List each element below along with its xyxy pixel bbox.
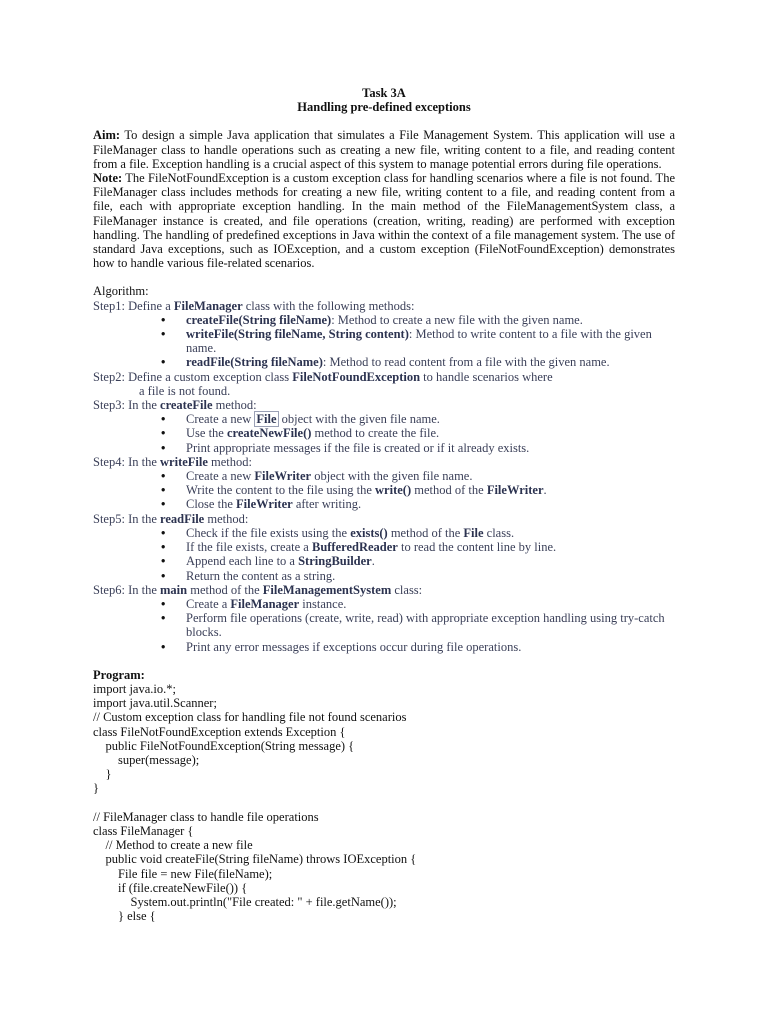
code-line: class FileNotFoundException extends Exception { — [93, 724, 346, 739]
list-item: • Append each line to a StringBuilder. — [93, 554, 675, 568]
step5: Step5: In the readFile method: — [93, 511, 249, 526]
note-label: Note: — [93, 171, 123, 186]
step6: Step6: In the main method of the FileManagementSystem class: — [93, 582, 423, 597]
aim-text: To design a simple Java application that simulates a File Management System. This application will use a FileManager class to handle operations such as creating a new file, writing content to a file, and reading content from a file. Exception handling is a crucial aspect of this system to manage potential errors during file operations. — [93, 128, 675, 171]
note-paragraph — [93, 171, 675, 270]
step2-continuation: a file is not found. — [139, 383, 231, 398]
step3: Step3: In the createFile method: — [93, 398, 257, 413]
step1-list — [93, 313, 675, 370]
code-line: } — [93, 767, 112, 782]
code-line: public void createFile(String fileName) throws IOException { — [93, 852, 417, 867]
document-page — [93, 86, 675, 923]
list-item: • Create a new FileWriter object with the given file name. — [93, 469, 675, 483]
step6-list — [93, 597, 675, 654]
list-item: • Create a FileManager instance. — [93, 597, 675, 611]
step1: Step1: Define a FileManager class with the following methods: — [93, 298, 415, 313]
code-line: } else { — [93, 909, 156, 924]
list-item: • If the file exists, create a BufferedReader to read the content line by line. — [93, 540, 675, 554]
step5-list — [93, 526, 675, 583]
step3-list — [93, 412, 675, 455]
code-line: File file = new File(fileName); — [93, 866, 273, 881]
code-line: System.out.println("File created: " + file.getName()); — [93, 894, 397, 909]
page-title: Handling pre-defined exceptions — [297, 100, 471, 115]
list-item: • Return the content as a string. — [93, 569, 675, 583]
list-item: • Create a new File object with the given file name. — [93, 412, 675, 426]
code-line: class FileManager { — [93, 823, 194, 838]
note-text: The FileNotFoundException is a custom exception class for handling scenarios where a file is not found. The FileManager class includes methods for creating a new file, writing content to a file, and reading content from a file, each with appropriate exception handling. In the main method of the FileManagementSystem class, a FileManager instance is created, and file operations (creation, writing, reading) are performed with exception handling. The handling of predefined exceptions in Java within the context of a file management system. The use of standard Java exceptions, such as IOException, and a custom exception (FileNotFoundException) demonstrates how to handle various file-related scenarios. — [93, 171, 675, 271]
code-line: } — [93, 781, 99, 796]
step4-list — [93, 469, 675, 512]
code-line — [93, 796, 675, 810]
code-line: // Custom exception class for handling file not found scenarios — [93, 710, 407, 725]
list-item: • readFile(String fileName): Method to read content from a file with the given name. — [93, 355, 675, 369]
list-item: • Use the createNewFile() method to create the file. — [93, 426, 675, 440]
list-item: • Perform file operations (create, write, read) with appropriate exception handling using try-catch blocks. — [93, 611, 675, 639]
step2: Step2: Define a custom exception class FileNotFoundException to handle scenarios where — [93, 369, 553, 384]
code-line: // FileManager class to handle file operations — [93, 809, 319, 824]
code-line: import java.io.*; — [93, 681, 176, 696]
code-line: public FileNotFoundException(String message) { — [93, 738, 355, 753]
list-item: • Print appropriate messages if the file is created or if it already exists. — [93, 441, 675, 455]
code-line: if (file.createNewFile()) { — [93, 880, 248, 895]
list-item: • createFile(String fileName): Method to create a new file with the given name. — [93, 313, 675, 327]
list-item: • Print any error messages if exceptions occur during file operations. — [93, 640, 675, 654]
algorithm-section — [93, 284, 675, 653]
aim-label: Aim: — [93, 128, 121, 143]
task-number: Task 3A — [362, 86, 406, 100]
code-line: import java.util.Scanner; — [93, 696, 217, 711]
program-heading: Program: — [93, 667, 145, 682]
list-item: • Check if the file exists using the exists() method of the File class. — [93, 526, 675, 540]
algorithm-heading: Algorithm: — [93, 284, 149, 299]
list-item: • Write the content to the file using the write() method of the FileWriter. — [93, 483, 675, 497]
code-line: super(message); — [93, 752, 200, 767]
list-item: • writeFile(String fileName, String content): Method to write content to a file with the given name. — [93, 327, 675, 355]
aim-paragraph — [93, 128, 675, 171]
step4: Step4: In the writeFile method: — [93, 454, 252, 469]
program-code — [93, 682, 675, 923]
list-item: • Close the FileWriter after writing. — [93, 497, 675, 511]
code-line: // Method to create a new file — [93, 838, 253, 853]
